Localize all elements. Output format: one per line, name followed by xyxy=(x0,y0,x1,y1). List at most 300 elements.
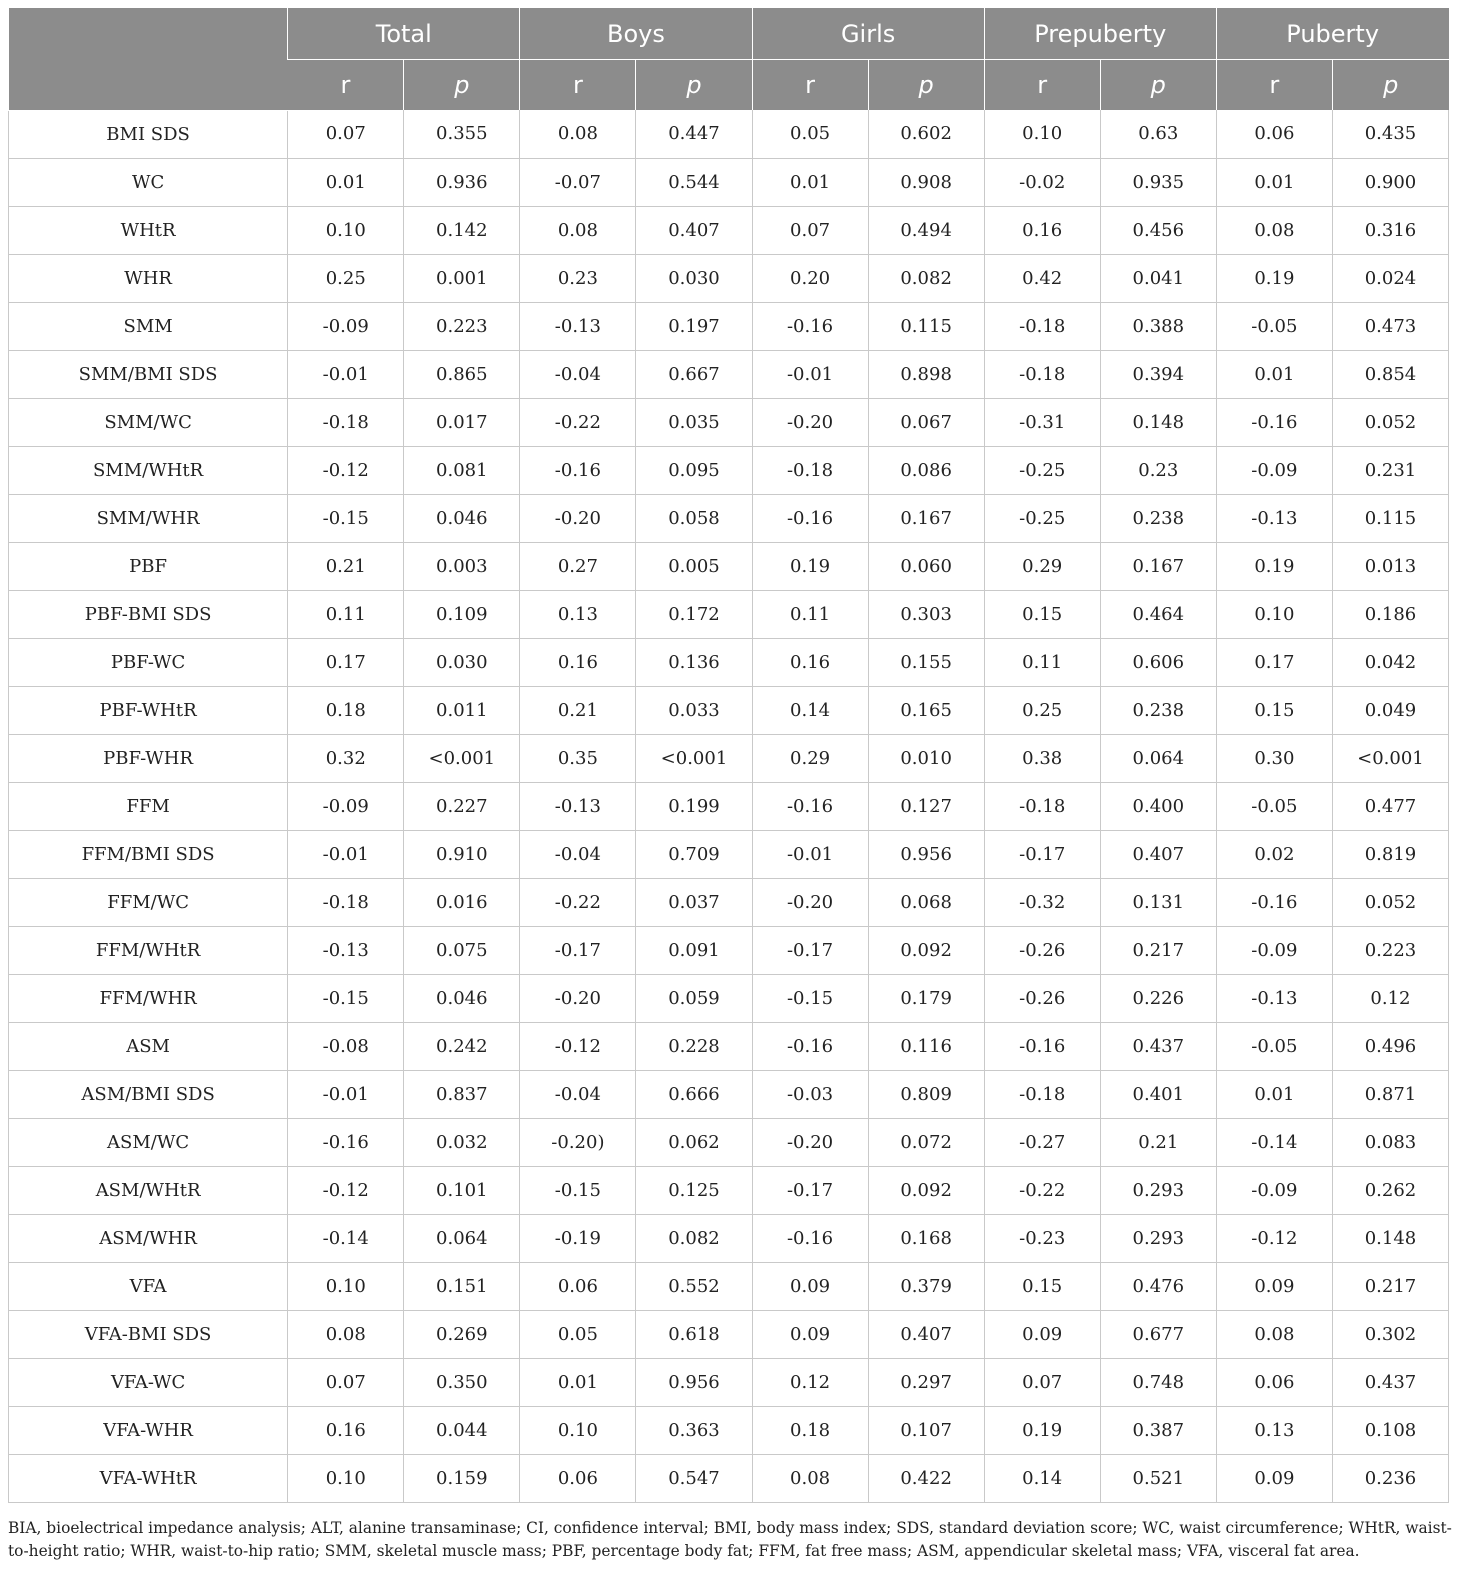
cell-r-value: 0.01 xyxy=(1216,350,1332,398)
row-label: VFA-WC xyxy=(9,1358,288,1406)
cell-p-value: 0.387 xyxy=(1100,1406,1216,1454)
cell-r-value: -0.15 xyxy=(288,494,404,542)
cell-p-value: 0.228 xyxy=(636,1022,752,1070)
cell-r-value: 0.16 xyxy=(984,206,1100,254)
cell-r-value: 0.08 xyxy=(1216,206,1332,254)
cell-r-value: -0.19 xyxy=(520,1214,636,1262)
cell-p-value: 0.116 xyxy=(868,1022,984,1070)
cell-p-value: 0.081 xyxy=(404,446,520,494)
cell-p-value: 0.095 xyxy=(636,446,752,494)
cell-p-value: 0.956 xyxy=(868,830,984,878)
table-row xyxy=(9,1022,1449,1070)
cell-p-value: 0.544 xyxy=(636,158,752,206)
cell-r-value: 0.10 xyxy=(1216,590,1332,638)
header-r: r xyxy=(752,60,868,111)
cell-r-value: -0.01 xyxy=(752,830,868,878)
cell-r-value: 0.27 xyxy=(520,542,636,590)
cell-p-value: 0.422 xyxy=(868,1454,984,1502)
cell-p-value: 0.092 xyxy=(868,1166,984,1214)
cell-p-value: 0.748 xyxy=(1100,1358,1216,1406)
cell-p-value: 0.447 xyxy=(636,110,752,158)
cell-p-value: 0.63 xyxy=(1100,110,1216,158)
row-label: FFM/WHR xyxy=(9,974,288,1022)
row-label: FFM/WC xyxy=(9,878,288,926)
cell-r-value: -0.20) xyxy=(520,1118,636,1166)
correlation-table-container xyxy=(8,8,1449,1503)
cell-p-value: 0.666 xyxy=(636,1070,752,1118)
cell-p-value: 0.067 xyxy=(868,398,984,446)
cell-r-value: 0.01 xyxy=(288,158,404,206)
cell-p-value: 0.005 xyxy=(636,542,752,590)
cell-p-value: 0.167 xyxy=(1100,542,1216,590)
cell-r-value: 0.19 xyxy=(1216,254,1332,302)
cell-p-value: 0.217 xyxy=(1332,1262,1448,1310)
cell-p-value: 0.401 xyxy=(1100,1070,1216,1118)
cell-r-value: 0.17 xyxy=(1216,638,1332,686)
table-header xyxy=(9,8,1449,110)
header-group-prepuberty: Prepuberty xyxy=(984,8,1216,60)
cell-p-value: 0.059 xyxy=(636,974,752,1022)
row-label: PBF-WC xyxy=(9,638,288,686)
cell-p-value: 0.101 xyxy=(404,1166,520,1214)
cell-p-value: 0.060 xyxy=(868,542,984,590)
cell-r-value: -0.04 xyxy=(520,1070,636,1118)
cell-r-value: -0.20 xyxy=(752,878,868,926)
cell-r-value: -0.14 xyxy=(288,1214,404,1262)
cell-r-value: -0.08 xyxy=(288,1022,404,1070)
cell-p-value: 0.091 xyxy=(636,926,752,974)
cell-p-value: 0.058 xyxy=(636,494,752,542)
cell-r-value: -0.07 xyxy=(520,158,636,206)
cell-p-value: <0.001 xyxy=(1332,734,1448,782)
cell-r-value: 0.23 xyxy=(520,254,636,302)
cell-r-value: -0.17 xyxy=(520,926,636,974)
cell-p-value: 0.136 xyxy=(636,638,752,686)
cell-r-value: 0.06 xyxy=(1216,110,1332,158)
header-group-puberty: Puberty xyxy=(1216,8,1448,60)
cell-r-value: -0.16 xyxy=(984,1022,1100,1070)
cell-p-value: 0.709 xyxy=(636,830,752,878)
cell-r-value: 0.01 xyxy=(1216,158,1332,206)
table-row xyxy=(9,1118,1449,1166)
cell-p-value: 0.052 xyxy=(1332,878,1448,926)
cell-p-value: 0.107 xyxy=(868,1406,984,1454)
cell-p-value: 0.033 xyxy=(636,686,752,734)
header-p: p xyxy=(868,60,984,111)
cell-p-value: 0.125 xyxy=(636,1166,752,1214)
cell-p-value: 0.011 xyxy=(404,686,520,734)
table-row xyxy=(9,926,1449,974)
cell-p-value: 0.042 xyxy=(1332,638,1448,686)
cell-r-value: -0.27 xyxy=(984,1118,1100,1166)
cell-p-value: 0.172 xyxy=(636,590,752,638)
cell-r-value: -0.14 xyxy=(1216,1118,1332,1166)
cell-r-value: -0.13 xyxy=(1216,494,1332,542)
table-row xyxy=(9,734,1449,782)
cell-r-value: -0.01 xyxy=(288,350,404,398)
cell-r-value: -0.15 xyxy=(288,974,404,1022)
cell-r-value: 0.20 xyxy=(752,254,868,302)
cell-r-value: 0.02 xyxy=(1216,830,1332,878)
cell-p-value: 0.142 xyxy=(404,206,520,254)
cell-r-value: -0.16 xyxy=(1216,878,1332,926)
header-r: r xyxy=(288,60,404,111)
cell-p-value: 0.115 xyxy=(868,302,984,350)
table-row xyxy=(9,1454,1449,1502)
cell-r-value: 0.16 xyxy=(288,1406,404,1454)
cell-p-value: 0.667 xyxy=(636,350,752,398)
cell-r-value: -0.18 xyxy=(984,1070,1100,1118)
cell-p-value: 0.316 xyxy=(1332,206,1448,254)
cell-r-value: -0.15 xyxy=(520,1166,636,1214)
cell-r-value: -0.22 xyxy=(984,1166,1100,1214)
cell-r-value: 0.01 xyxy=(520,1358,636,1406)
cell-r-value: 0.08 xyxy=(752,1454,868,1502)
cell-p-value: 0.231 xyxy=(1332,446,1448,494)
cell-r-value: -0.04 xyxy=(520,350,636,398)
cell-p-value: 0.521 xyxy=(1100,1454,1216,1502)
cell-p-value: 0.956 xyxy=(636,1358,752,1406)
cell-r-value: -0.26 xyxy=(984,926,1100,974)
cell-p-value: 0.064 xyxy=(1100,734,1216,782)
cell-r-value: -0.13 xyxy=(288,926,404,974)
cell-p-value: 0.297 xyxy=(868,1358,984,1406)
cell-p-value: 0.379 xyxy=(868,1262,984,1310)
cell-p-value: 0.456 xyxy=(1100,206,1216,254)
cell-r-value: -0.12 xyxy=(520,1022,636,1070)
header-group-boys: Boys xyxy=(520,8,752,60)
cell-r-value: 0.11 xyxy=(288,590,404,638)
cell-r-value: 0.35 xyxy=(520,734,636,782)
row-label: FFM/WHtR xyxy=(9,926,288,974)
cell-p-value: 0.068 xyxy=(868,878,984,926)
row-label: VFA xyxy=(9,1262,288,1310)
cell-p-value: 0.407 xyxy=(868,1310,984,1358)
header-group-row xyxy=(9,8,1449,60)
cell-r-value: -0.01 xyxy=(288,1070,404,1118)
table-row xyxy=(9,590,1449,638)
table-row xyxy=(9,1166,1449,1214)
header-p: p xyxy=(404,60,520,111)
table-footnote: BIA, bioelectrical impedance analysis; ALT, alanine transaminase; CI, confidence interval; BMI, body mass index; SDS, standard deviation score; WC, waist circumference; WHtR, waist-to-height ratio; WHR, waist-to-hip ratio; SMM, skeletal muscle mass; PBF, percentage body fat; FFM, fat free mass; ASM, appendicular skeletal mass; VFA, visceral fat area. xyxy=(8,1519,1452,1560)
cell-r-value: 0.13 xyxy=(520,590,636,638)
row-label: PBF-BMI SDS xyxy=(9,590,288,638)
cell-r-value: 0.19 xyxy=(752,542,868,590)
cell-r-value: -0.18 xyxy=(752,446,868,494)
table-row xyxy=(9,350,1449,398)
cell-p-value: 0.435 xyxy=(1332,110,1448,158)
cell-r-value: -0.09 xyxy=(288,302,404,350)
cell-r-value: 0.21 xyxy=(288,542,404,590)
cell-r-value: 0.08 xyxy=(520,110,636,158)
row-label: SMM/WHR xyxy=(9,494,288,542)
cell-r-value: -0.20 xyxy=(520,494,636,542)
cell-p-value: 0.017 xyxy=(404,398,520,446)
cell-r-value: 0.18 xyxy=(288,686,404,734)
cell-r-value: 0.29 xyxy=(752,734,868,782)
cell-p-value: 0.293 xyxy=(1100,1166,1216,1214)
cell-p-value: 0.302 xyxy=(1332,1310,1448,1358)
cell-p-value: 0.010 xyxy=(868,734,984,782)
row-label: FFM xyxy=(9,782,288,830)
cell-p-value: 0.476 xyxy=(1100,1262,1216,1310)
cell-p-value: 0.293 xyxy=(1100,1214,1216,1262)
row-label: WC xyxy=(9,158,288,206)
cell-p-value: 0.199 xyxy=(636,782,752,830)
table-row xyxy=(9,110,1449,158)
table-row xyxy=(9,158,1449,206)
table-row xyxy=(9,830,1449,878)
table-row xyxy=(9,302,1449,350)
cell-p-value: 0.030 xyxy=(636,254,752,302)
cell-p-value: 0.035 xyxy=(636,398,752,446)
cell-r-value: -0.05 xyxy=(1216,302,1332,350)
cell-p-value: 0.062 xyxy=(636,1118,752,1166)
cell-r-value: 0.06 xyxy=(520,1262,636,1310)
cell-p-value: 0.618 xyxy=(636,1310,752,1358)
cell-r-value: -0.26 xyxy=(984,974,1100,1022)
cell-p-value: 0.179 xyxy=(868,974,984,1022)
row-label: PBF-WHR xyxy=(9,734,288,782)
row-label: ASM/BMI SDS xyxy=(9,1070,288,1118)
table-row xyxy=(9,1310,1449,1358)
table-row xyxy=(9,638,1449,686)
row-label: VFA-WHtR xyxy=(9,1454,288,1502)
cell-r-value: 0.09 xyxy=(752,1262,868,1310)
cell-r-value: -0.25 xyxy=(984,494,1100,542)
cell-r-value: 0.21 xyxy=(520,686,636,734)
cell-r-value: -0.09 xyxy=(1216,1166,1332,1214)
row-label: VFA-BMI SDS xyxy=(9,1310,288,1358)
row-label: SMM/WHtR xyxy=(9,446,288,494)
cell-p-value: 0.223 xyxy=(1332,926,1448,974)
cell-p-value: 0.262 xyxy=(1332,1166,1448,1214)
cell-r-value: -0.16 xyxy=(752,1022,868,1070)
cell-p-value: 0.21 xyxy=(1100,1118,1216,1166)
cell-r-value: -0.09 xyxy=(1216,926,1332,974)
cell-p-value: 0.908 xyxy=(868,158,984,206)
header-r: r xyxy=(1216,60,1332,111)
cell-p-value: 0.032 xyxy=(404,1118,520,1166)
row-label: ASM xyxy=(9,1022,288,1070)
cell-r-value: 0.10 xyxy=(520,1406,636,1454)
cell-r-value: 0.06 xyxy=(520,1454,636,1502)
cell-r-value: -0.20 xyxy=(752,1118,868,1166)
cell-r-value: 0.30 xyxy=(1216,734,1332,782)
cell-p-value: 0.865 xyxy=(404,350,520,398)
row-label: ASM/WHR xyxy=(9,1214,288,1262)
cell-p-value: 0.407 xyxy=(1100,830,1216,878)
cell-r-value: 0.07 xyxy=(984,1358,1100,1406)
cell-p-value: 0.437 xyxy=(1332,1358,1448,1406)
table-row xyxy=(9,974,1449,1022)
header-group-girls: Girls xyxy=(752,8,984,60)
table-row xyxy=(9,494,1449,542)
header-r: r xyxy=(520,60,636,111)
cell-p-value: <0.001 xyxy=(404,734,520,782)
cell-r-value: 0.29 xyxy=(984,542,1100,590)
cell-p-value: 0.075 xyxy=(404,926,520,974)
cell-r-value: 0.10 xyxy=(288,1262,404,1310)
cell-p-value: 0.269 xyxy=(404,1310,520,1358)
cell-p-value: 0.127 xyxy=(868,782,984,830)
header-p: p xyxy=(636,60,752,111)
cell-p-value: 0.003 xyxy=(404,542,520,590)
cell-r-value: -0.15 xyxy=(752,974,868,1022)
cell-p-value: 0.355 xyxy=(404,110,520,158)
cell-p-value: 0.12 xyxy=(1332,974,1448,1022)
row-label: PBF-WHtR xyxy=(9,686,288,734)
cell-p-value: 0.159 xyxy=(404,1454,520,1502)
cell-p-value: 0.898 xyxy=(868,350,984,398)
cell-p-value: 0.900 xyxy=(1332,158,1448,206)
cell-p-value: 0.303 xyxy=(868,590,984,638)
cell-r-value: -0.09 xyxy=(1216,446,1332,494)
cell-r-value: 0.05 xyxy=(752,110,868,158)
header-p: p xyxy=(1332,60,1448,111)
cell-p-value: 0.547 xyxy=(636,1454,752,1502)
cell-p-value: 0.552 xyxy=(636,1262,752,1310)
table-row xyxy=(9,1214,1449,1262)
cell-r-value: 0.19 xyxy=(1216,542,1332,590)
cell-p-value: 0.496 xyxy=(1332,1022,1448,1070)
cell-r-value: 0.15 xyxy=(984,1262,1100,1310)
cell-r-value: -0.16 xyxy=(752,782,868,830)
cell-r-value: 0.09 xyxy=(984,1310,1100,1358)
cell-p-value: 0.350 xyxy=(404,1358,520,1406)
cell-r-value: -0.32 xyxy=(984,878,1100,926)
cell-r-value: -0.16 xyxy=(1216,398,1332,446)
cell-r-value: -0.13 xyxy=(520,302,636,350)
cell-r-value: -0.16 xyxy=(752,1214,868,1262)
cell-p-value: 0.072 xyxy=(868,1118,984,1166)
cell-r-value: 0.25 xyxy=(984,686,1100,734)
cell-r-value: -0.18 xyxy=(288,398,404,446)
cell-p-value: 0.437 xyxy=(1100,1022,1216,1070)
cell-r-value: -0.12 xyxy=(288,1166,404,1214)
cell-p-value: 0.238 xyxy=(1100,686,1216,734)
cell-r-value: 0.15 xyxy=(984,590,1100,638)
row-label: WHR xyxy=(9,254,288,302)
cell-r-value: -0.05 xyxy=(1216,1022,1332,1070)
cell-p-value: 0.394 xyxy=(1100,350,1216,398)
cell-p-value: 0.115 xyxy=(1332,494,1448,542)
cell-p-value: 0.083 xyxy=(1332,1118,1448,1166)
cell-r-value: -0.16 xyxy=(752,302,868,350)
cell-r-value: 0.09 xyxy=(752,1310,868,1358)
cell-p-value: 0.223 xyxy=(404,302,520,350)
header-r: r xyxy=(984,60,1100,111)
cell-p-value: 0.024 xyxy=(1332,254,1448,302)
cell-p-value: 0.23 xyxy=(1100,446,1216,494)
cell-r-value: 0.14 xyxy=(984,1454,1100,1502)
row-label: PBF xyxy=(9,542,288,590)
cell-p-value: 0.854 xyxy=(1332,350,1448,398)
cell-p-value: 0.935 xyxy=(1100,158,1216,206)
table-row xyxy=(9,1358,1449,1406)
cell-p-value: 0.477 xyxy=(1332,782,1448,830)
cell-p-value: <0.001 xyxy=(636,734,752,782)
cell-r-value: -0.18 xyxy=(984,782,1100,830)
cell-r-value: -0.16 xyxy=(520,446,636,494)
table-row xyxy=(9,1262,1449,1310)
row-label: SMM xyxy=(9,302,288,350)
cell-r-value: -0.09 xyxy=(288,782,404,830)
cell-p-value: 0.082 xyxy=(868,254,984,302)
row-label: BMI SDS xyxy=(9,110,288,158)
cell-r-value: -0.20 xyxy=(752,398,868,446)
cell-r-value: 0.12 xyxy=(752,1358,868,1406)
cell-p-value: 0.602 xyxy=(868,110,984,158)
cell-r-value: -0.03 xyxy=(752,1070,868,1118)
cell-r-value: -0.17 xyxy=(752,926,868,974)
cell-r-value: 0.10 xyxy=(288,206,404,254)
cell-p-value: 0.030 xyxy=(404,638,520,686)
cell-r-value: 0.08 xyxy=(1216,1310,1332,1358)
cell-r-value: 0.25 xyxy=(288,254,404,302)
cell-r-value: 0.01 xyxy=(1216,1070,1332,1118)
cell-r-value: -0.12 xyxy=(288,446,404,494)
cell-r-value: 0.08 xyxy=(288,1310,404,1358)
cell-r-value: -0.01 xyxy=(288,830,404,878)
cell-p-value: 0.109 xyxy=(404,590,520,638)
cell-r-value: 0.07 xyxy=(752,206,868,254)
cell-r-value: -0.13 xyxy=(520,782,636,830)
cell-p-value: 0.148 xyxy=(1332,1214,1448,1262)
cell-p-value: 0.407 xyxy=(636,206,752,254)
cell-r-value: 0.09 xyxy=(1216,1454,1332,1502)
cell-r-value: -0.18 xyxy=(288,878,404,926)
table-body xyxy=(9,110,1449,1502)
cell-p-value: 0.910 xyxy=(404,830,520,878)
cell-r-value: -0.20 xyxy=(520,974,636,1022)
cell-p-value: 0.871 xyxy=(1332,1070,1448,1118)
cell-r-value: -0.12 xyxy=(1216,1214,1332,1262)
table-row xyxy=(9,686,1449,734)
cell-r-value: 0.32 xyxy=(288,734,404,782)
table-row xyxy=(9,1070,1449,1118)
row-label: WHtR xyxy=(9,206,288,254)
cell-r-value: -0.22 xyxy=(520,878,636,926)
row-label: ASM/WC xyxy=(9,1118,288,1166)
cell-r-value: 0.07 xyxy=(288,110,404,158)
cell-p-value: 0.041 xyxy=(1100,254,1216,302)
cell-p-value: 0.001 xyxy=(404,254,520,302)
cell-r-value: 0.17 xyxy=(288,638,404,686)
cell-r-value: -0.17 xyxy=(752,1166,868,1214)
cell-r-value: 0.13 xyxy=(1216,1406,1332,1454)
cell-r-value: 0.08 xyxy=(520,206,636,254)
cell-r-value: 0.42 xyxy=(984,254,1100,302)
cell-p-value: 0.148 xyxy=(1100,398,1216,446)
cell-r-value: -0.23 xyxy=(984,1214,1100,1262)
cell-r-value: 0.07 xyxy=(288,1358,404,1406)
cell-r-value: 0.06 xyxy=(1216,1358,1332,1406)
cell-p-value: 0.168 xyxy=(868,1214,984,1262)
cell-r-value: 0.38 xyxy=(984,734,1100,782)
cell-p-value: 0.363 xyxy=(636,1406,752,1454)
cell-r-value: 0.14 xyxy=(752,686,868,734)
cell-r-value: 0.01 xyxy=(752,158,868,206)
cell-r-value: 0.11 xyxy=(752,590,868,638)
cell-p-value: 0.052 xyxy=(1332,398,1448,446)
cell-p-value: 0.064 xyxy=(404,1214,520,1262)
cell-p-value: 0.086 xyxy=(868,446,984,494)
cell-p-value: 0.677 xyxy=(1100,1310,1216,1358)
cell-p-value: 0.494 xyxy=(868,206,984,254)
cell-p-value: 0.400 xyxy=(1100,782,1216,830)
cell-p-value: 0.388 xyxy=(1100,302,1216,350)
